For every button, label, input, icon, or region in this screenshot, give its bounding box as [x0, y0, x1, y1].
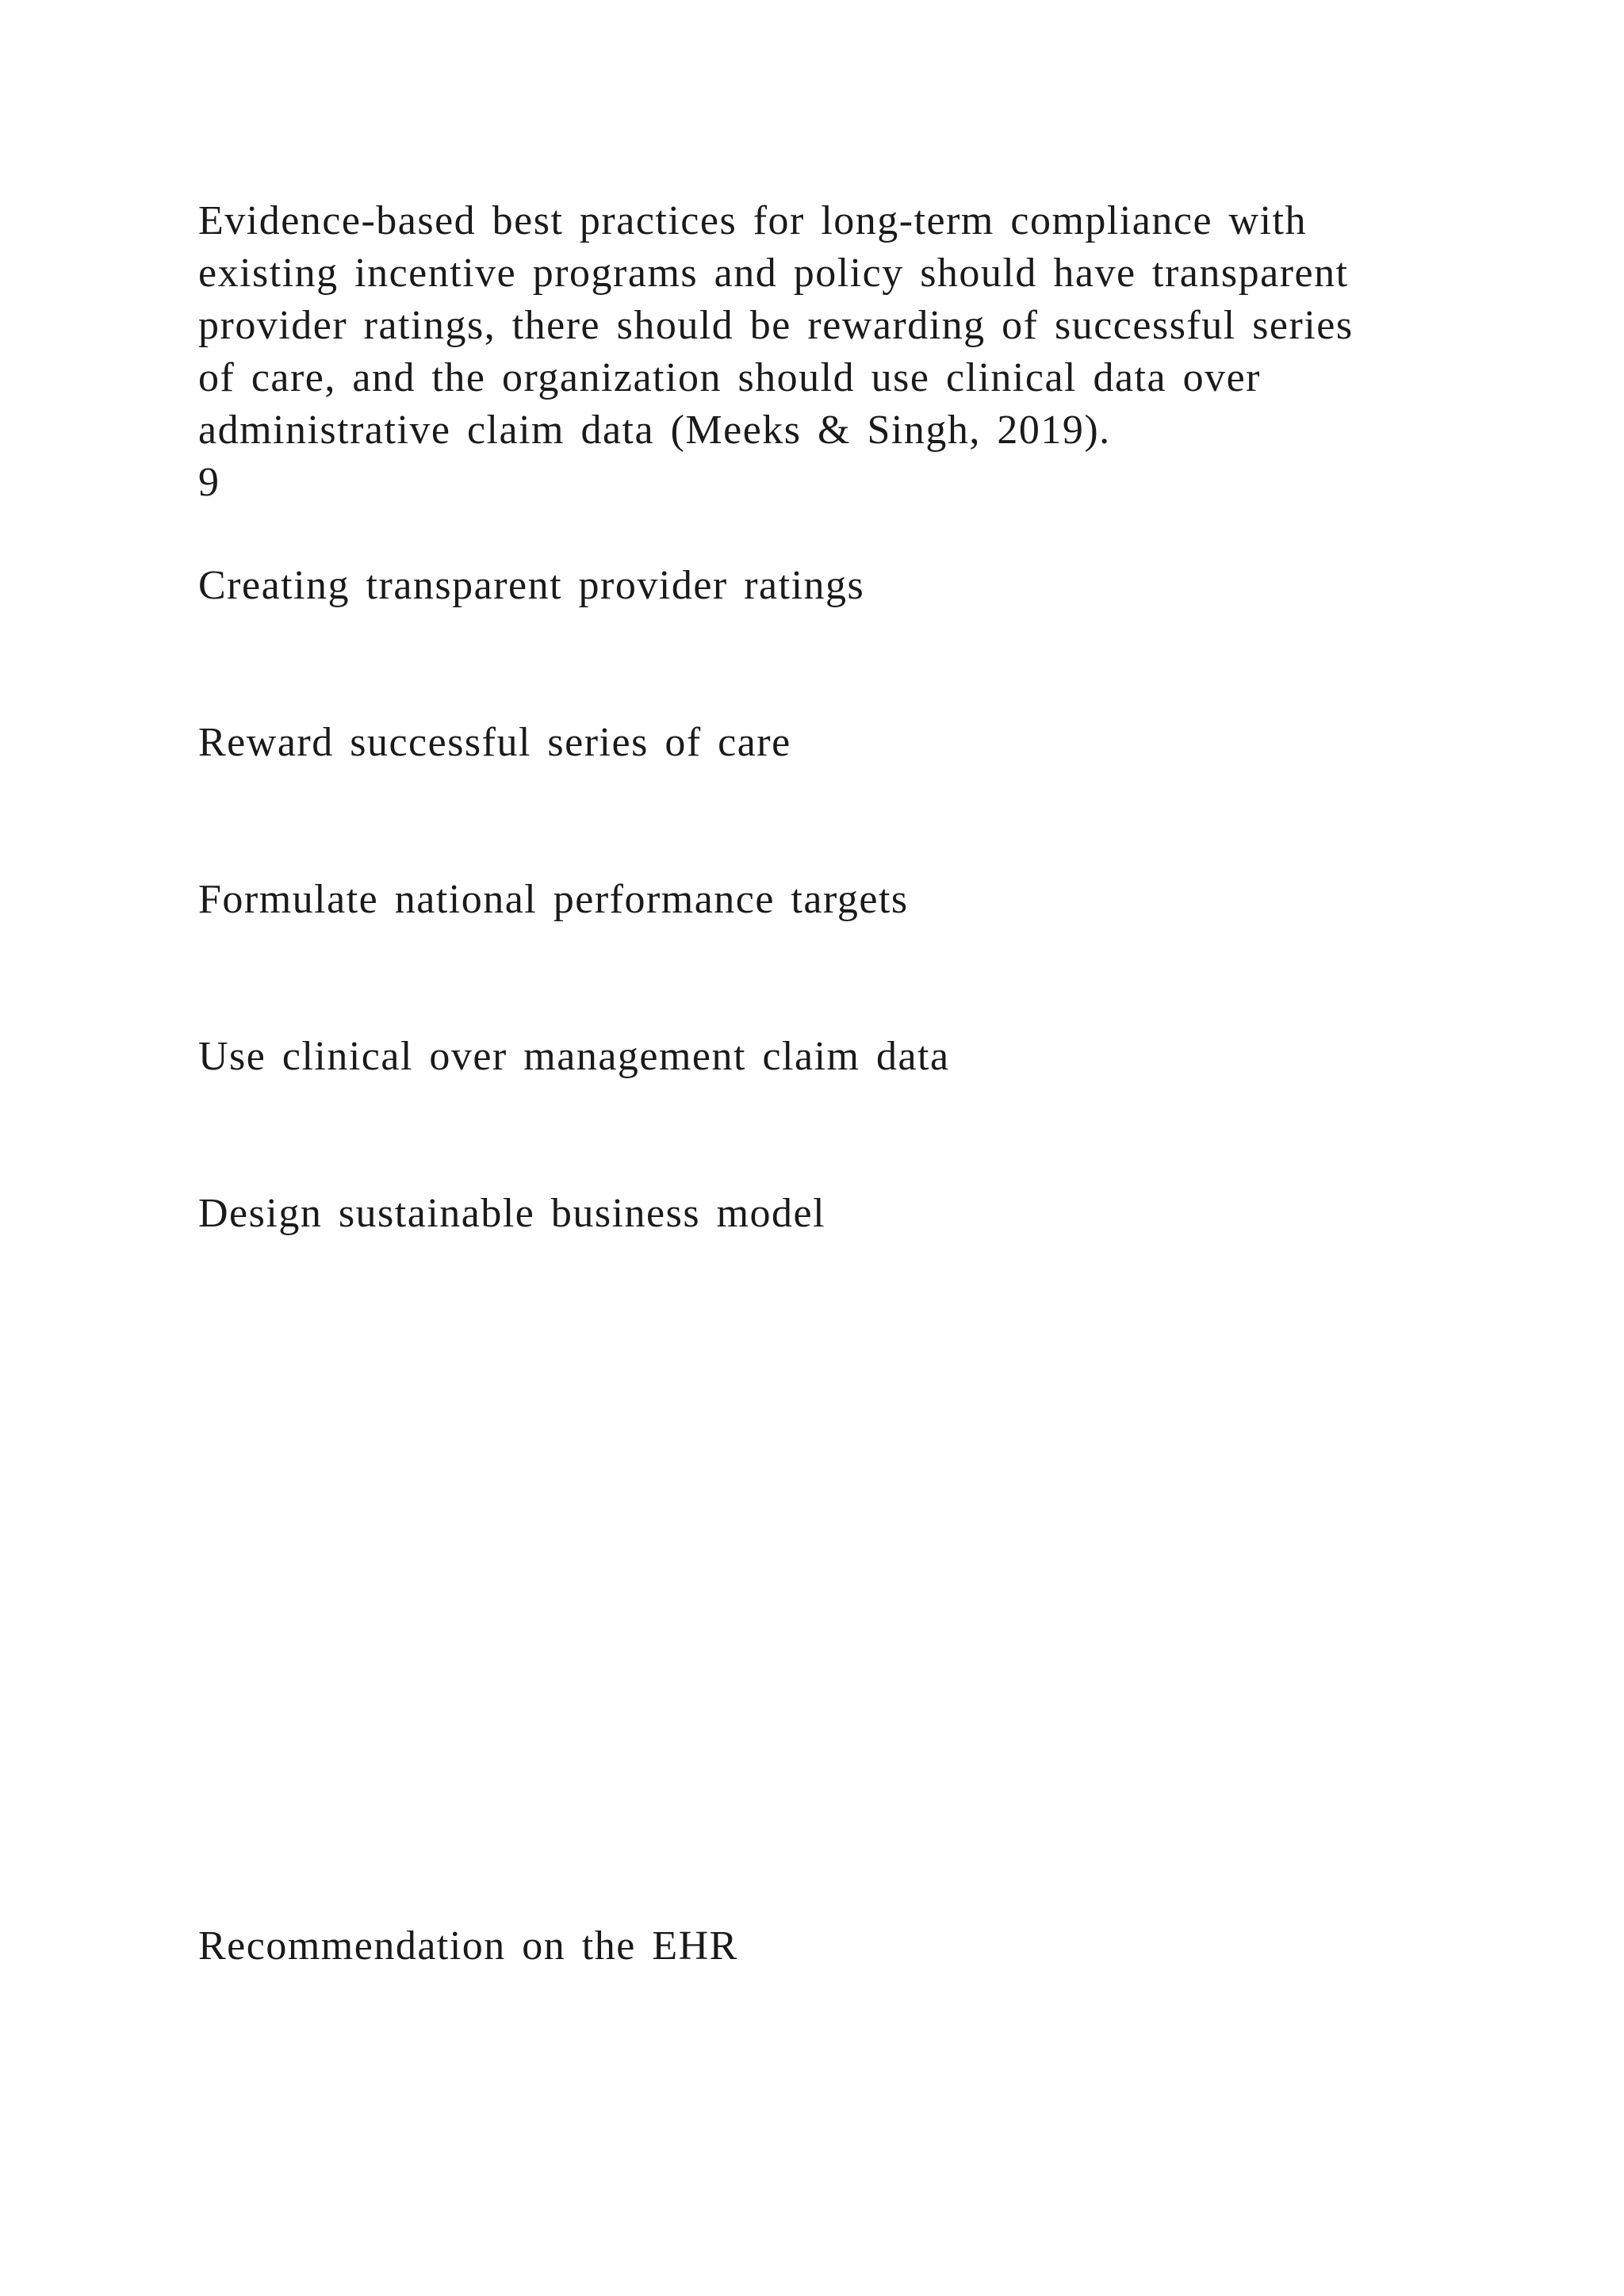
list-item-business-model: Design sustainable business model: [198, 1191, 826, 1236]
paragraph-line: administrative claim data (Meeks & Singh, 2019).: [198, 408, 1111, 453]
paragraph-line: provider ratings, there should be rewarding of successful series: [198, 303, 1354, 348]
body-paragraph: [198, 195, 1435, 457]
paragraph-line: existing incentive programs and policy should have transparent: [198, 251, 1349, 296]
section-heading-ehr-recommendation: Recommendation on the EHR: [198, 1923, 738, 1969]
paragraph-line: of care, and the organization should use clinical data over: [198, 355, 1261, 400]
list-item-performance-targets: Formulate national performance targets: [198, 877, 909, 922]
list-item-clinical-data: Use clinical over management claim data: [198, 1034, 950, 1079]
paragraph-line: Evidence-based best practices for long-term compliance with: [198, 198, 1307, 243]
list-item-provider-ratings: Creating transparent provider ratings: [198, 563, 865, 608]
list-item-reward-care: Reward successful series of care: [198, 720, 791, 765]
page-number: 9: [198, 460, 219, 505]
